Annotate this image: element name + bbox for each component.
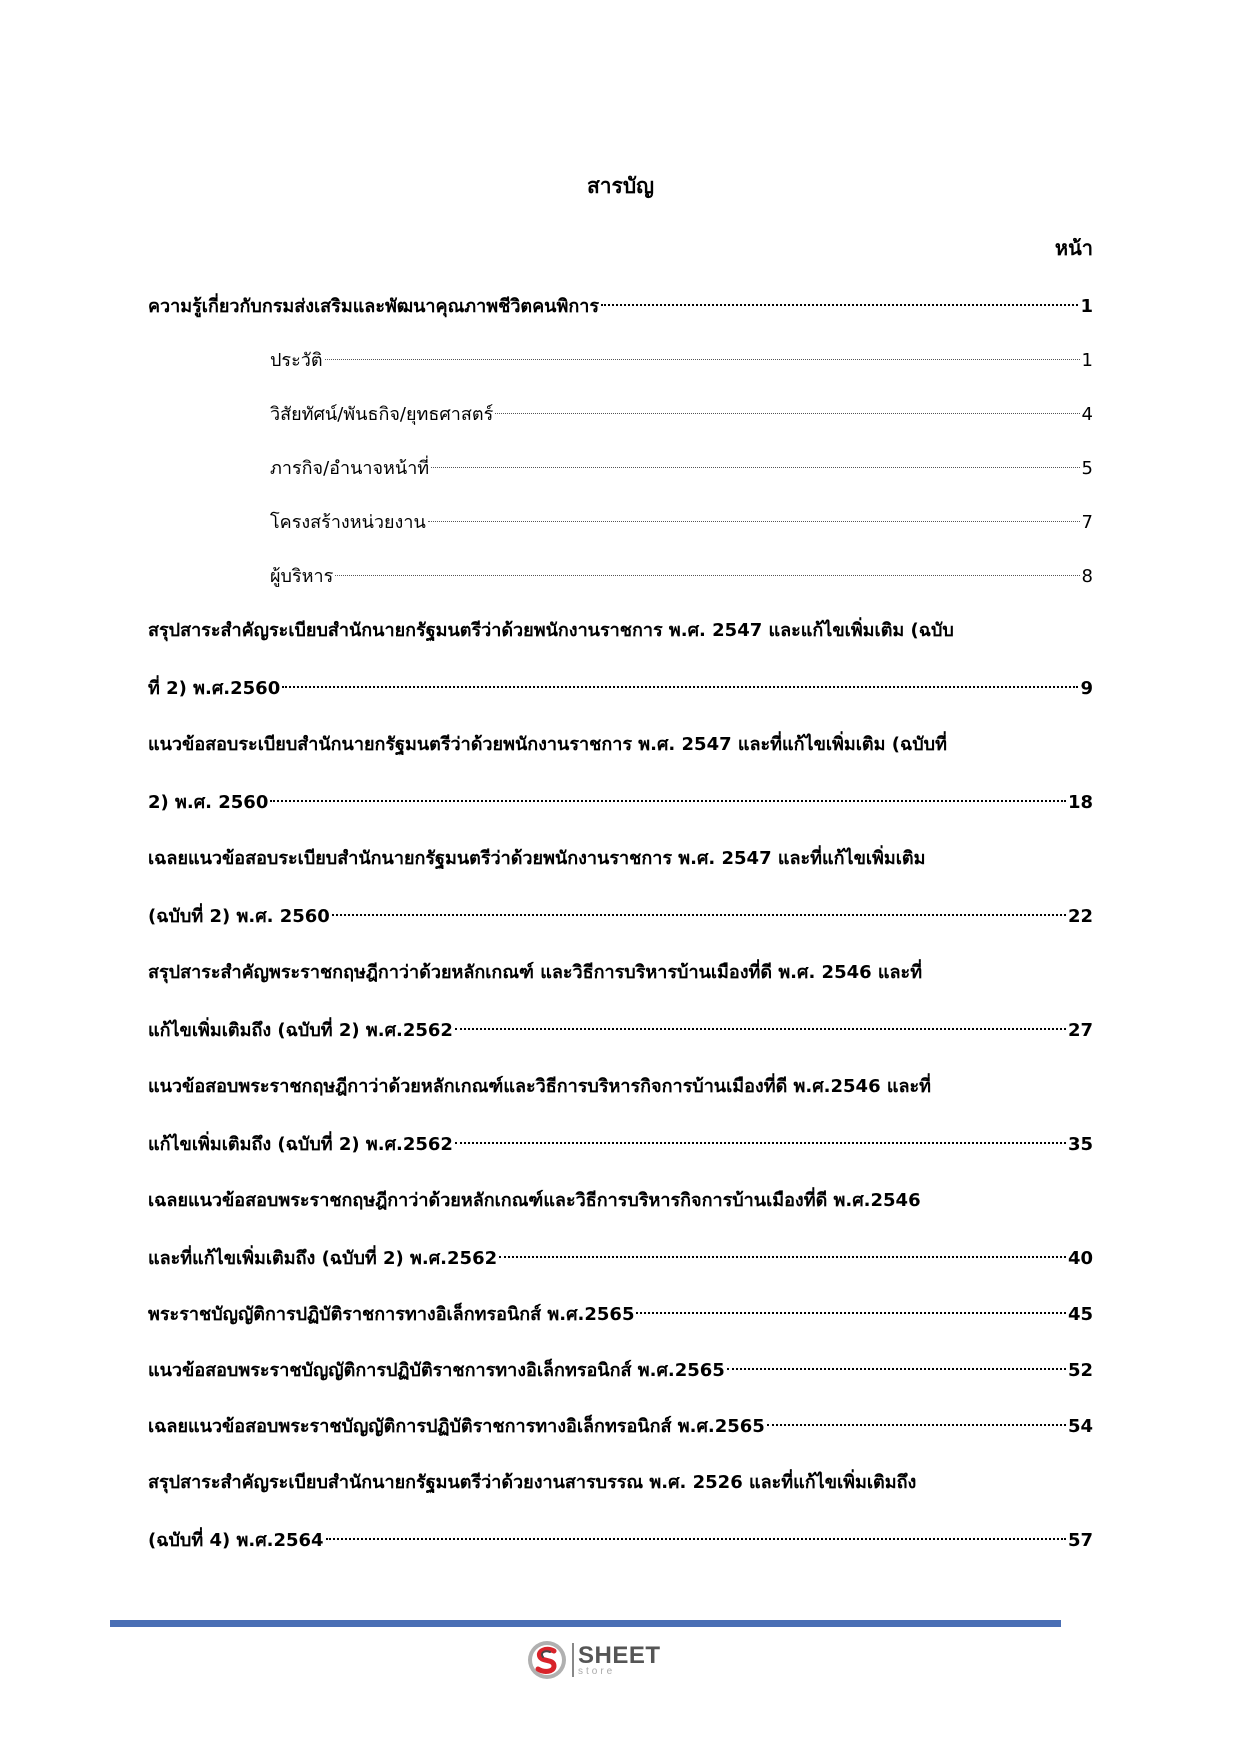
toc-page-number: 57 — [1067, 1530, 1093, 1551]
dot-leader — [270, 800, 1066, 802]
dot-leader — [325, 359, 1080, 360]
dot-leader — [455, 1142, 1066, 1144]
toc-entry-text: แนวข้อสอบระเบียบสำนักนายกรัฐมนตรีว่าด้วยพนักงานราชการ พ.ศ. 2547 และที่แก้ไขเพิ่มเติม (ฉบับที่ — [148, 734, 947, 755]
toc-entry — [148, 400, 1093, 430]
toc-page-number: 54 — [1067, 1416, 1093, 1437]
toc-page-number: 45 — [1067, 1304, 1093, 1325]
toc-entry-text: 2) พ.ศ. 2560 — [148, 792, 269, 813]
toc-entry-text: และที่แก้ไขเพิ่มเติมถึง (ฉบับที่ 2) พ.ศ.2562 — [148, 1248, 498, 1269]
toc-entry-text: สรุปสาระสำคัญระเบียบสำนักนายกรัฐมนตรีว่าด้วยงานสารบรรณ พ.ศ. 2526 และที่แก้ไขเพิ่มเติมถึง — [148, 1472, 917, 1493]
page-title: สารบัญ — [586, 174, 655, 198]
dot-leader — [601, 304, 1078, 306]
logo-wordmark: SHEET — [578, 1641, 661, 1669]
toc-entry — [148, 1300, 1093, 1330]
toc-entry-text: วิสัยทัศน์/พันธกิจ/ยุทธศาสตร์ — [270, 404, 494, 425]
toc-entry — [148, 1468, 1093, 1556]
toc-page-number: 18 — [1067, 792, 1093, 813]
toc-entry — [148, 562, 1093, 592]
toc-page-number: 40 — [1067, 1248, 1093, 1269]
dot-leader — [636, 1312, 1065, 1314]
toc-entry-text: เฉลยแนวข้อสอบพระราชกฤษฎีกาว่าด้วยหลักเกณฑ์และวิธีการบริหารกิจการบ้านเมืองที่ดี พ.ศ.2546 — [148, 1190, 921, 1211]
toc-entry — [148, 1072, 1093, 1160]
toc-entry — [148, 292, 1093, 322]
toc-entry-text: เฉลยแนวข้อสอบระเบียบสำนักนายกรัฐมนตรีว่าด้วยพนักงานราชการ พ.ศ. 2547 และที่แก้ไขเพิ่มเติม — [148, 848, 926, 869]
table-of-contents — [148, 292, 1093, 1556]
toc-page-number: 1 — [1080, 296, 1093, 317]
toc-entry-text: ประวัติ — [270, 350, 323, 371]
dot-leader — [335, 575, 1079, 576]
toc-entry — [148, 730, 1093, 818]
toc-entry — [148, 616, 1093, 704]
toc-entry-text: แก้ไขเพิ่มเติมถึง (ฉบับที่ 2) พ.ศ.2562 — [148, 1134, 453, 1155]
toc-entry — [148, 1356, 1093, 1386]
toc-entry-text: แนวข้อสอบพระราชกฤษฎีกาว่าด้วยหลักเกณฑ์และวิธีการบริหารกิจการบ้านเมืองที่ดี พ.ศ.2546 และที่ — [148, 1076, 932, 1097]
toc-entry-text: สรุปสาระสำคัญระเบียบสำนักนายกรัฐมนตรีว่าด้วยพนักงานราชการ พ.ศ. 2547 และแก้ไขเพิ่มเติม (ฉบับ — [148, 620, 954, 641]
dot-leader — [767, 1424, 1066, 1426]
toc-entry-text: ภารกิจ/อำนาจหน้าที่ — [270, 458, 430, 479]
dot-leader — [499, 1256, 1066, 1258]
toc-page-number: 8 — [1081, 566, 1093, 587]
dot-leader — [326, 1538, 1066, 1540]
toc-entry — [148, 1186, 1093, 1274]
dot-leader — [431, 467, 1079, 468]
toc-entry — [148, 844, 1093, 932]
footer-divider — [110, 1620, 1061, 1627]
toc-entry-text: พระราชบัญญัติการปฏิบัติราชการทางอิเล็กทรอนิกส์ พ.ศ.2565 — [148, 1304, 635, 1325]
toc-page-number: 27 — [1067, 1020, 1093, 1041]
logo-text — [578, 1641, 661, 1677]
toc-page-number: 7 — [1081, 512, 1093, 533]
toc-entry-text: ความรู้เกี่ยวกับกรมส่งเสริมและพัฒนาคุณภาพชีวิตคนพิการ — [148, 296, 600, 317]
toc-page-number: 1 — [1081, 350, 1093, 371]
dot-leader — [455, 1028, 1066, 1030]
toc-page-number: 9 — [1080, 678, 1093, 699]
dot-leader — [495, 413, 1079, 414]
logo-separator — [572, 1643, 574, 1677]
toc-page-number: 22 — [1067, 906, 1093, 927]
toc-entry-text: ที่ 2) พ.ศ.2560 — [148, 678, 281, 699]
toc-entry — [148, 508, 1093, 538]
toc-entry-text: (ฉบับที่ 4) พ.ศ.2564 — [148, 1530, 324, 1551]
dot-leader — [428, 521, 1080, 522]
logo-subtitle: store — [578, 1665, 616, 1677]
toc-entry — [148, 1412, 1093, 1442]
footer-logo — [526, 1638, 686, 1682]
toc-entry-text: (ฉบับที่ 2) พ.ศ. 2560 — [148, 906, 330, 927]
dot-leader — [727, 1368, 1066, 1370]
toc-entry-text: โครงสร้างหน่วยงาน — [270, 512, 426, 533]
toc-entry-text: แก้ไขเพิ่มเติมถึง (ฉบับที่ 2) พ.ศ.2562 — [148, 1020, 453, 1041]
toc-entry-text: เฉลยแนวข้อสอบพระราชบัญญัติการปฏิบัติราชการทางอิเล็กทรอนิกส์ พ.ศ.2565 — [148, 1416, 765, 1437]
dot-leader — [332, 914, 1066, 916]
toc-entry-text: สรุปสาระสำคัญพระราชกฤษฎีกาว่าด้วยหลักเกณฑ์ และวิธีการบริหารบ้านเมืองที่ดี พ.ศ. 2546 และที่ — [148, 962, 923, 983]
dot-leader — [282, 686, 1078, 688]
toc-page-number: 52 — [1067, 1360, 1093, 1381]
toc-page-number: 4 — [1081, 404, 1093, 425]
page-column-label: หน้า — [1054, 236, 1093, 260]
toc-entry — [148, 958, 1093, 1046]
toc-page-number: 35 — [1067, 1134, 1093, 1155]
sheet-store-logo-icon — [526, 1639, 568, 1681]
toc-entry-text: แนวข้อสอบพระราชบัญญัติการปฏิบัติราชการทางอิเล็กทรอนิกส์ พ.ศ.2565 — [148, 1360, 725, 1381]
toc-entry — [148, 454, 1093, 484]
toc-entry-text: ผู้บริหาร — [270, 566, 334, 587]
toc-page-number: 5 — [1081, 458, 1093, 479]
toc-entry — [148, 346, 1093, 376]
